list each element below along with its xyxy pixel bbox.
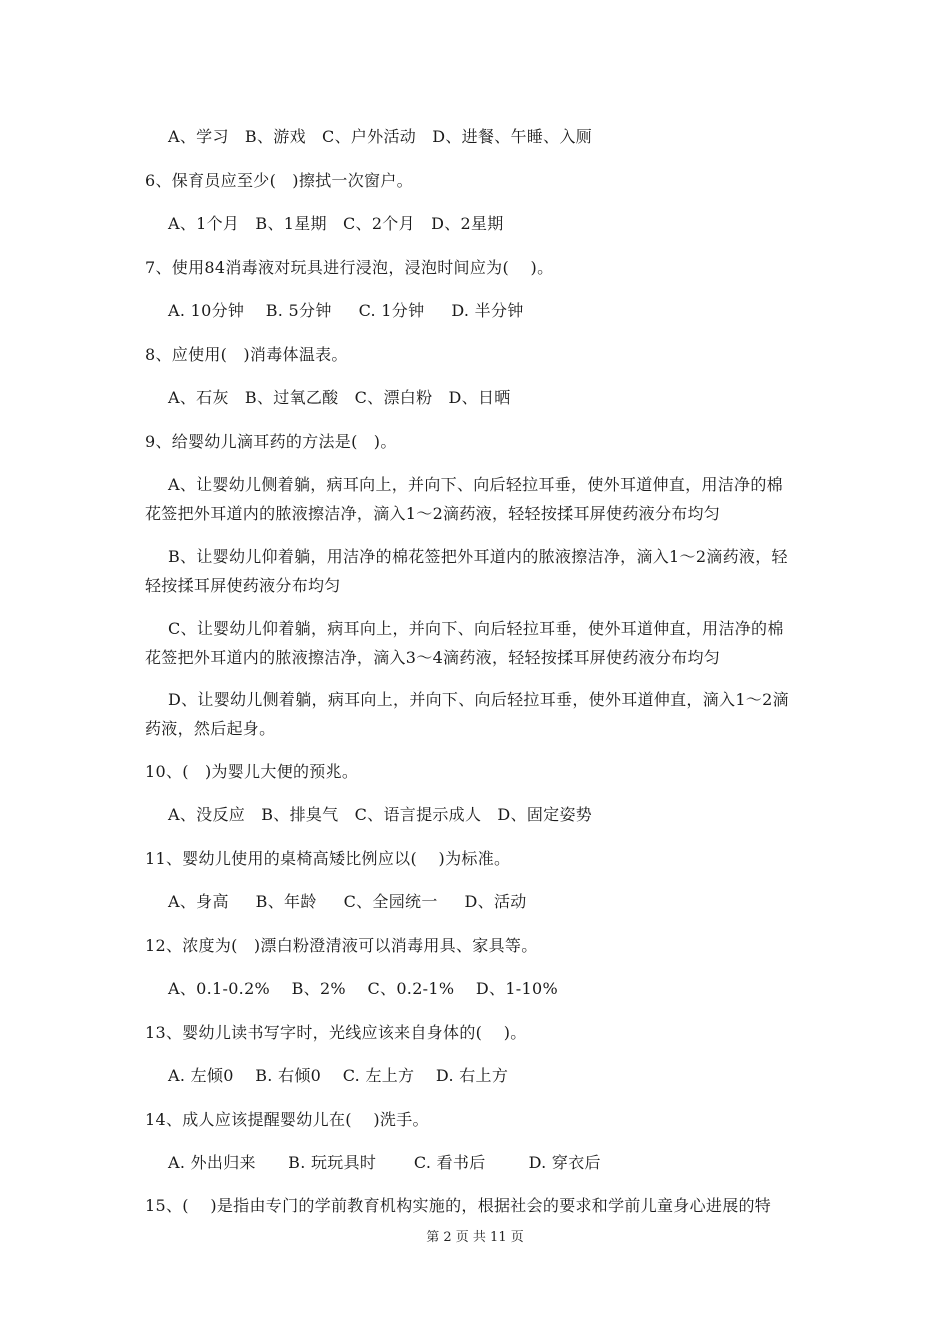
page-footer: 第 2 页 共 11 页 [426,1230,524,1245]
q9-option-c-line2: 花签把外耳道内的脓液擦洁净，滴入3～4滴药液，轻轻按揉耳屏使药液分布均匀 [145,648,721,667]
q9-option-d-line2: 药液，然后起身。 [145,719,276,738]
q11-question: 11、婴幼儿使用的桌椅高矮比例应以( )为标准。 [145,849,511,868]
q7-question: 7、使用84消毒液对玩具进行浸泡，浸泡时间应为( )。 [145,258,554,277]
q9-option-a-line2: 花签把外耳道内的脓液擦洁净，滴入1～2滴药液，轻轻按揉耳屏使药液分布均匀 [145,504,721,523]
q8-question: 8、应使用( )消毒体温表。 [145,345,348,364]
q5-options: A、学习 B、游戏 C、户外活动 D、进餐、午睡、入厕 [168,127,593,146]
q10-options: A、没反应 B、排臭气 C、语言提示成人 D、固定姿势 [168,805,593,824]
q15-question: 15、( )是指由专门的学前教育机构实施的，根据社会的要求和学前儿童身心进展的特 [145,1196,772,1215]
q13-options: A. 左倾0 B. 右倾0 C. 左上方 D. 右上方 [168,1066,509,1085]
q13-question: 13、婴幼儿读书写字时，光线应该来自身体的( )。 [145,1023,527,1042]
q6-question: 6、保育员应至少( )擦拭一次窗户。 [145,171,413,190]
q14-question: 14、成人应该提醒婴幼儿在( )洗手。 [145,1110,429,1129]
q9-option-b-line1: B、让婴幼儿仰着躺，用洁净的棉花签把外耳道内的脓液擦洁净，滴入1～2滴药液，轻 [168,547,788,566]
q9-option-d-line1: D、让婴幼儿侧着躺，病耳向上，并向下、向后轻拉耳垂，使外耳道伸直，滴入1～2滴 [168,690,789,709]
q8-options: A、石灰 B、过氧乙酸 C、漂白粉 D、日晒 [168,388,511,407]
q9-question: 9、给婴幼儿滴耳药的方法是( )。 [145,432,397,451]
q14-options: A. 外出归来 B. 玩玩具时 C. 看书后 D. 穿衣后 [168,1153,601,1172]
q6-options: A、1个月 B、1星期 C、2个月 D、2星期 [168,214,504,233]
q10-question: 10、( )为婴儿大便的预兆。 [145,762,359,781]
q12-question: 12、浓度为( )漂白粉澄清液可以消毒用具、家具等。 [145,936,538,955]
q9-option-c-line1: C、让婴幼儿仰着躺，病耳向上，并向下、向后轻拉耳垂，使外耳道伸直，用洁净的棉 [168,619,784,638]
q11-options: A、身高 B、年龄 C、全园统一 D、活动 [168,892,527,911]
q7-options: A. 10分钟 B. 5分钟 C. 1分钟 D. 半分钟 [168,301,524,320]
q12-options: A、0.1-0.2% B、2% C、0.2-1% D、1-10% [168,979,558,998]
q9-option-b-line2: 轻按揉耳屏使药液分布均匀 [145,576,341,595]
q9-option-a-line1: A、让婴幼儿侧着躺，病耳向上，并向下、向后轻拉耳垂，使外耳道伸直，用洁净的棉 [168,475,783,494]
